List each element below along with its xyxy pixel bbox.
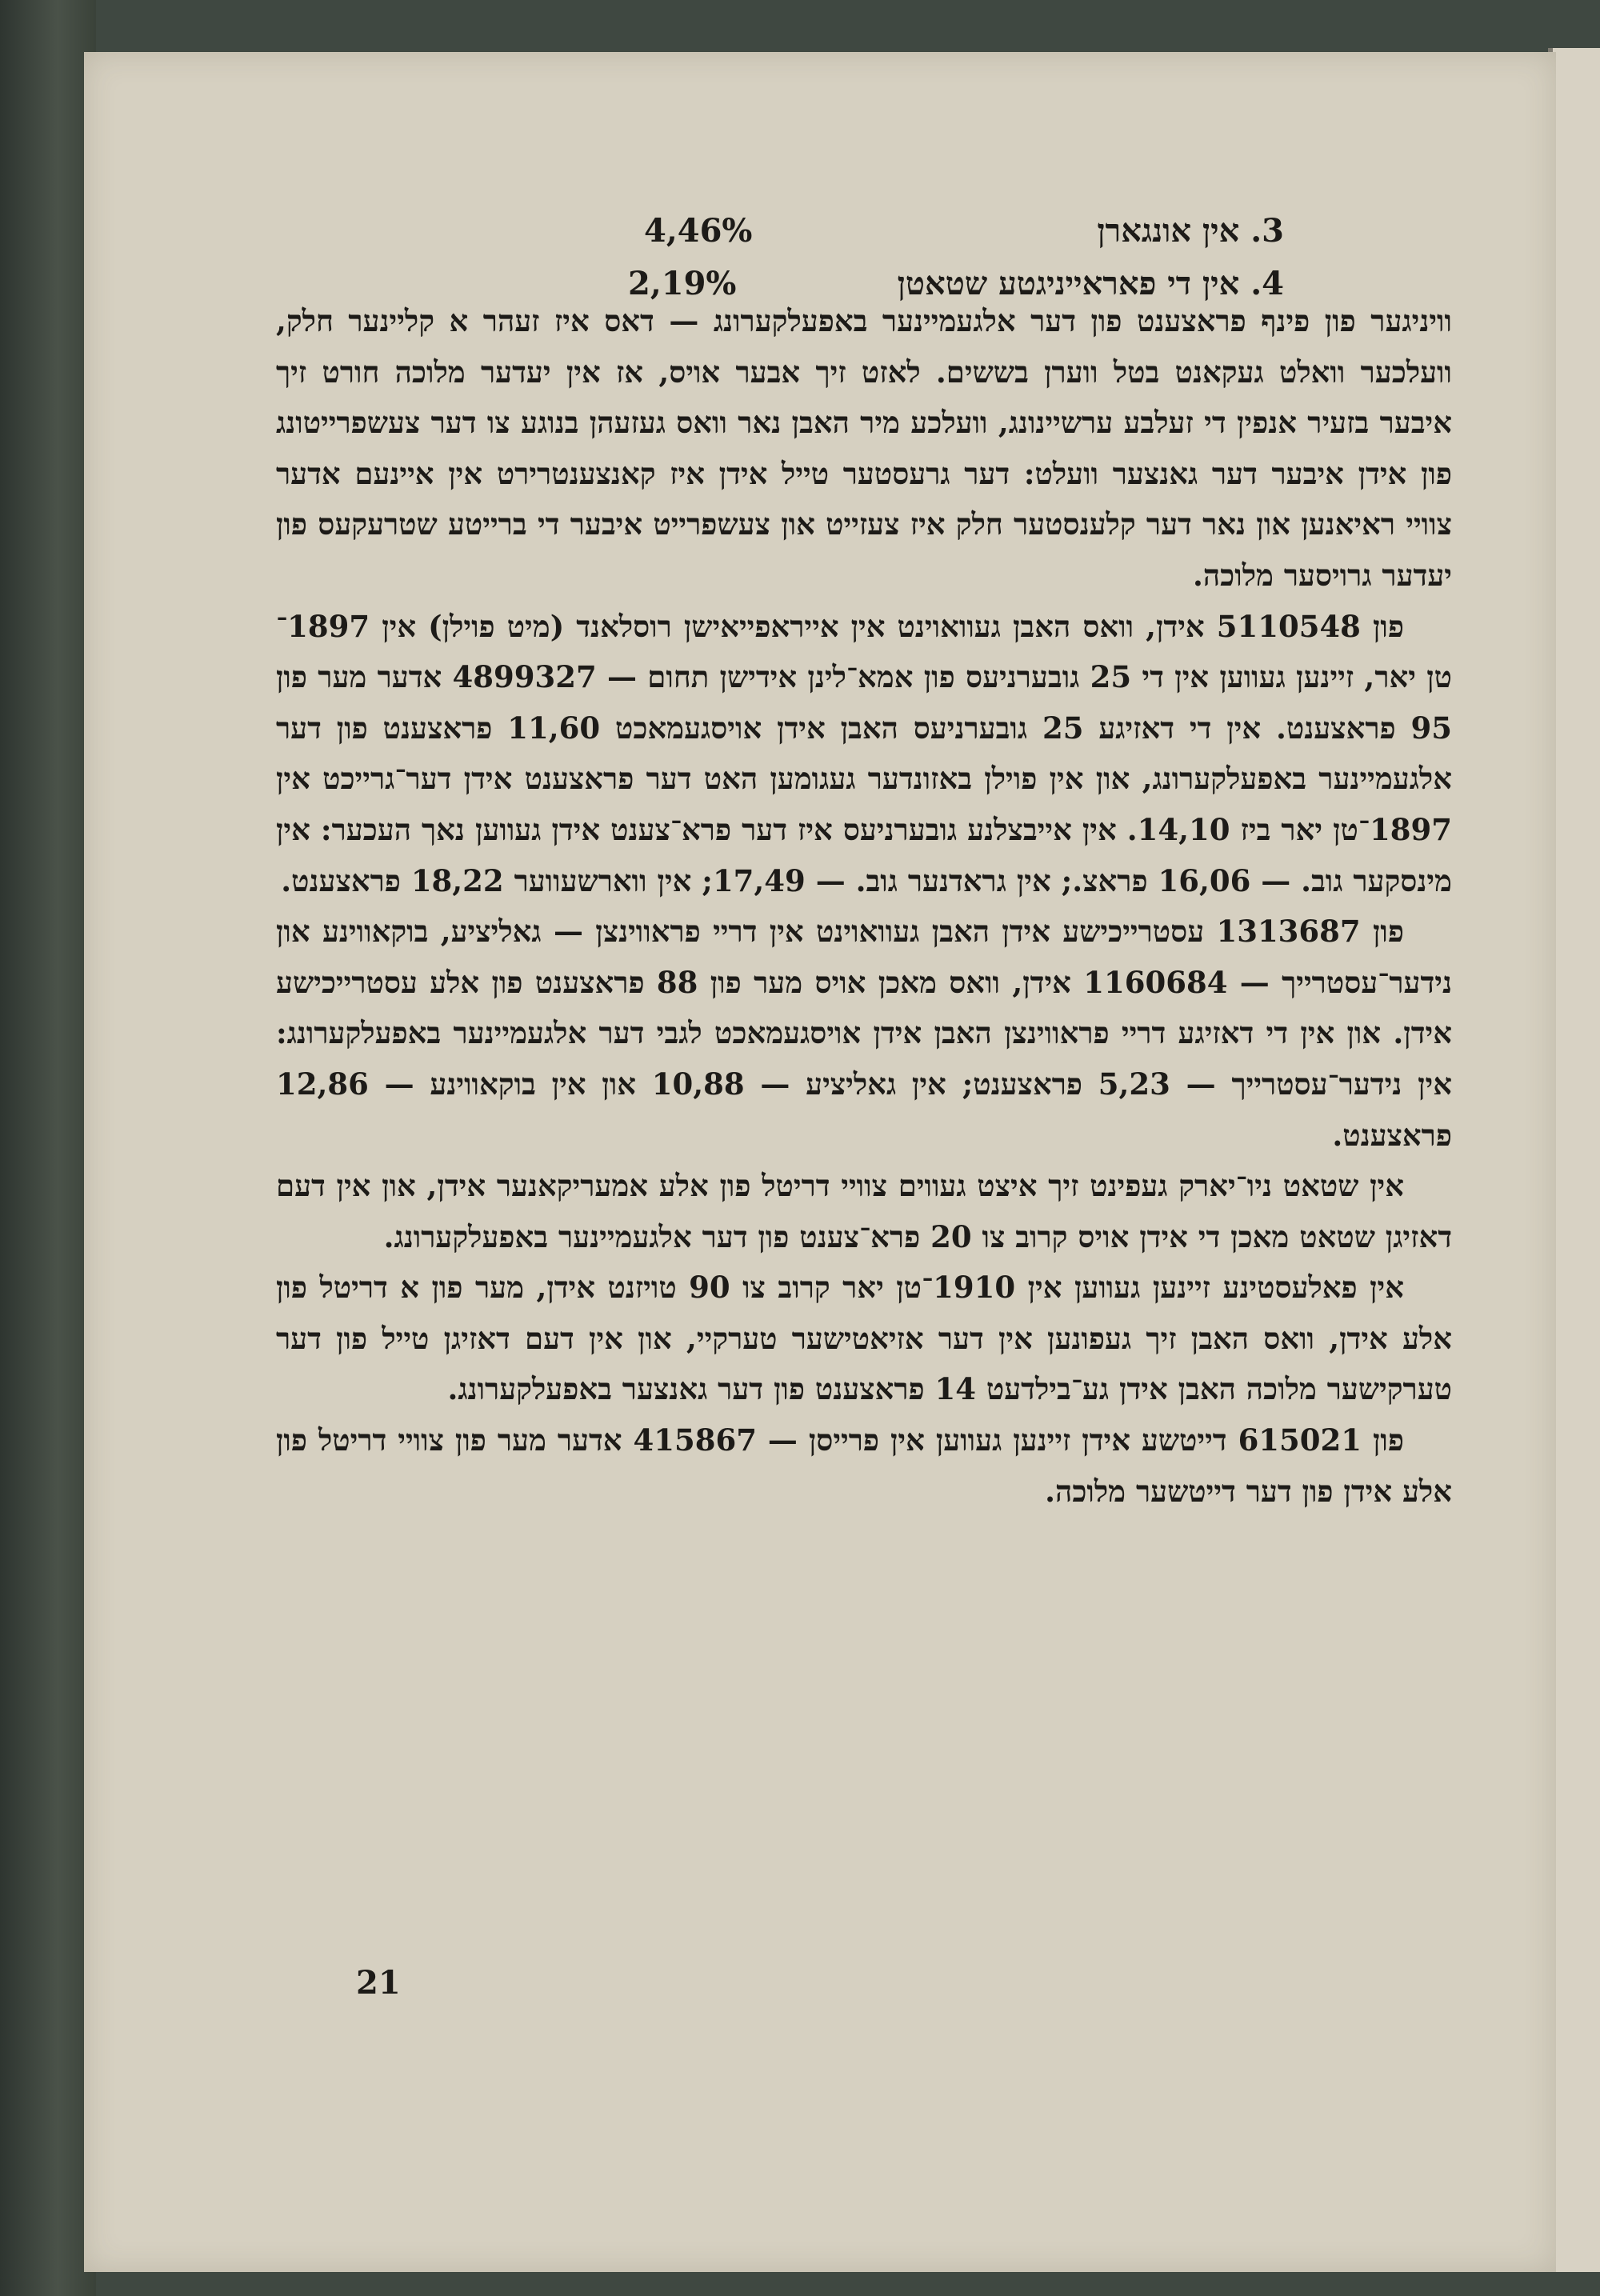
book-cover-edge [0,0,96,2296]
page-number: 21 [356,1964,401,2002]
list-item-label: 3. אין אונגארן [1097,212,1284,250]
body-text [276,296,1452,1517]
paragraph: פון 615021 דייטשע אידן זיינען געווען אין פרייסן — 415867 אדער מער פון צוויי דריטל פון אלע אידן פון דער דייטשער מלוכה. [276,1422,1452,1509]
paragraph: אין שטאט ניו־יארק געפינט זיך איצט געווים צוויי דריטל פון אלע אמעריקאנער אידן, און אין דעם דאזיגן שטאט מאכן די אידן אויס קרוב צו 20 פרא־צענט פון דער אלגעמיינער באפעלקערונג. [276,1168,1452,1254]
list-item-value: 4,46% [644,212,753,250]
list-item-label: 4. אין די פאראייניגטע שטאטן [897,265,1284,302]
paragraph: אין פאלעסטינע זיינען געווען אין 1910־טן יאר קרוב צו 90 טויזנט אידן, מער פון א דריטל פון אלע אידן, וואס האבן זיך געפונען אין דער אזיאטישער טערקיי, און אין דעם דאזיגן טייל פון דער טערקישער מלוכה האבן אידן גע־בילדעט 14 פראצענט פון דער גאנצער באפעלקערונג. [276,1270,1452,1407]
paragraph: פון 5110548 אידן, וואס האבן געוואוינט אין אייראפייאישן רוסלאנד (מיט פוילן) אין 1897־טן יאר, זיינען געווען אין די 25 גובערניעס פון אמא־לינן אידישן תחום — 4899327 אדער מער פון 95 פראצענט. אין די דאזיגע 25 גובערניעס האבן אידן אויסגעמאכט 11,60 פראצענט פון דער אלגעמיינער באפעלקערונג, און אין פוילן באזונדער געגומען האט דער פראצענט אידן דער־גרייכט אין 1897־טן יאר ביז 14,10. אין אייבצלנע גובערניעס איז דער פרא־צענט אידן געווען נאך העכער: אין מינסקער גוב. — 16,06 פראצ.; אין גראדנער גוב. — 17,49; אין ווארשעווער 18,22 פראצענט. [276,608,1452,898]
paragraph: פון 1313687 עסטרייכישע אידן האבן געוואוינט אין דריי פראווינצן — גאליציע, בוקאווינע און נידער־עסטרייך — 1160684 אידן, וואס מאכן אויס מער פון 88 פראצענט פון אלע עסטרייכישע אידן. און אין די דאזיגע דריי פראווינצן האבן אידן אויסגעמאכט לגבי דער אלגעמיינער באפעלקערונג: אין נידער־עסטרייך — 5,23 פראצענט; אין גאליציע — 10,88 און אין בוקאווינע — 12,86 פראצענט. [276,914,1452,1153]
list-item [644,212,1284,250]
list-item-value: 2,19% [628,265,737,302]
paragraph: וויניגער פון פינף פראצענט פון דער אלגעמיינער באפעלקערונג — דאס איז זעהר א קליינער חלק, וועלכער וואלט געקאנט בטל ווערן בששים. לאזט זיך אבער אויס, אז אין יעדער מלוכה חורט זיך איבער בזעיר אנפין די זעלבע ערשיינונג, וועלכע מיר האבן נאר וואס געזעהן בנוגע צו דער צעשפרייטונג פון אידן איבער דער גאנצער וועלט: דער גרעסטער טייל אידן איז קאנצענטרירט אין איינעם אדער צוויי ראיאנען און נאר דער קלענסטער חלק איז צעזייט און צעשפרייט איבער די ברייטע שטרעקעס פון יעדער גרויסער מלוכה. [276,303,1452,593]
